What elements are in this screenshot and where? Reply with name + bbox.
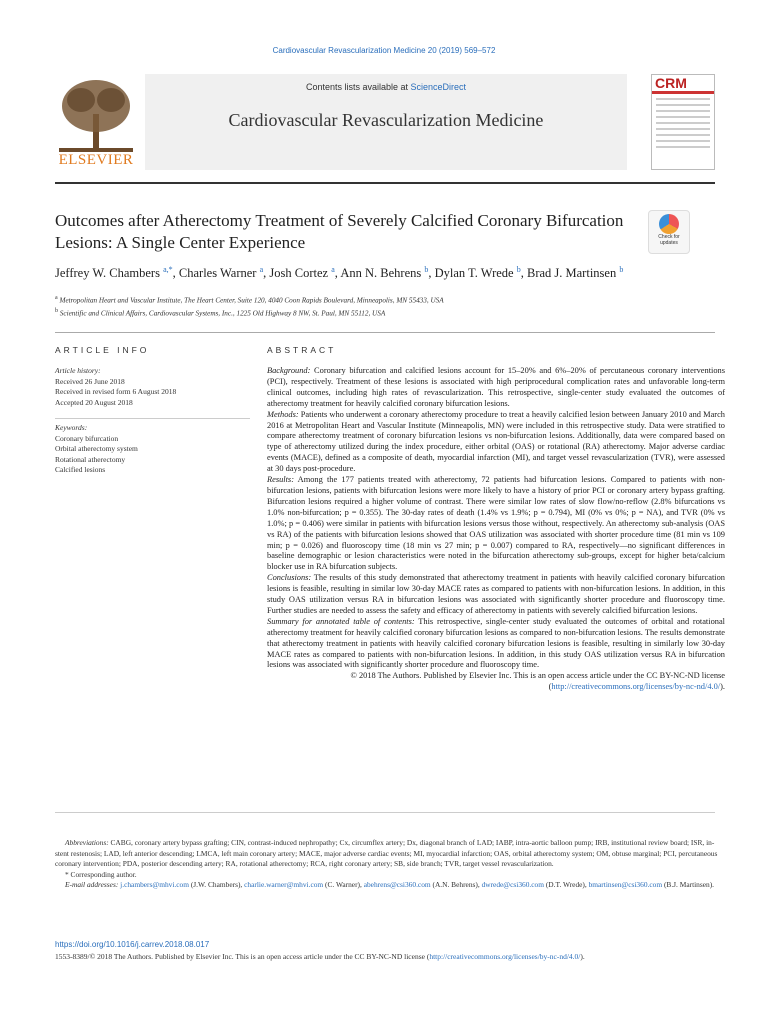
email-owner: (C. Warner), (323, 880, 364, 890)
history-item: Received 26 June 2018 (55, 376, 125, 386)
email-owner: (B.J. Martinsen). (662, 880, 715, 890)
keyword: Calcified lesions (55, 465, 106, 474)
email-link[interactable]: abehrens@csi360.com (363, 880, 431, 890)
affiliation-text: Metropolitan Heart and Vascular Institute, The Heart Center, Suite 120, 4040 Coon Rapids Boulevard, Minneapolis, MN 55433, USA (59, 296, 444, 305)
keywords-label: Keywords: (55, 423, 88, 432)
check-updates-icon (659, 214, 679, 234)
article-title: Outcomes after Atherectomy Treatment of Severely Calcified Coronary Bifurcation Lesions: A Single Center Experience (55, 211, 624, 252)
license-text: © 2018 The Authors. Published by Elsevier Inc. This is an open access article under the CC BY-NC-ND license ( (350, 671, 725, 692)
section-separator (55, 332, 715, 333)
history-item: Accepted 20 August 2018 (55, 397, 133, 407)
author-sup[interactable]: a (331, 265, 335, 274)
email-owner: (D.T. Wrede), (544, 880, 589, 890)
section-label: Background: (267, 366, 311, 375)
abstract-summary (267, 617, 725, 672)
corresponding-author: * Corresponding author. (65, 869, 137, 879)
author-sup[interactable]: a (259, 265, 264, 274)
email-link[interactable]: charlie.warner@mhvi.com (244, 880, 324, 890)
author-sup[interactable]: b (619, 265, 624, 274)
author-sup[interactable]: b (516, 265, 521, 274)
author-name[interactable]: Josh Cortez (269, 266, 329, 281)
email-link[interactable]: j.chambers@mhvi.com (120, 880, 189, 890)
affiliation-sup: a (55, 295, 58, 301)
author-sup[interactable]: b (424, 265, 429, 274)
section-label: Summary for annotated table of contents: (267, 616, 415, 626)
cover-bar (652, 91, 714, 94)
check-for-updates-badge[interactable] (648, 210, 690, 254)
license-close: ). (720, 682, 725, 692)
affiliation-sup: b (55, 308, 58, 315)
contents-line (145, 82, 627, 92)
abstract-license (267, 671, 725, 693)
keywords (55, 423, 250, 476)
author-list: Jeffrey W. Chambers $^{a,*}$, Charles Warner $^a$, Josh Cortez $^a$, Ann N. Behrens $^b$, Dylan T. Wrede $^b$, Brad J. Martinsen $^b$ (55, 265, 624, 281)
cover-lines (652, 98, 714, 148)
cover-abbrev: CRM (652, 75, 714, 91)
section-label: Methods: (267, 409, 299, 419)
email-addresses (55, 880, 720, 891)
article-history (55, 366, 250, 408)
email-link[interactable]: dwrede@csi360.com (481, 880, 544, 890)
author-sup[interactable]: a,* (163, 265, 173, 274)
badge-line2: updates (660, 240, 678, 246)
email-owner: (A.N. Behrens), (430, 880, 482, 890)
footnote-divider (55, 812, 715, 813)
sciencedirect-link[interactable]: ScienceDirect (410, 82, 467, 92)
author-name[interactable]: Brad J. Martinsen (526, 266, 617, 281)
elsevier-logo (55, 74, 137, 170)
author-name[interactable]: Ann N. Behrens (340, 266, 422, 281)
issn-close: ). (580, 952, 585, 961)
history-item: Received in revised form 6 August 2018 (55, 387, 177, 396)
email-owner: (J.W. Chambers), (188, 880, 245, 890)
abbreviations (55, 838, 720, 870)
license-link[interactable]: http://creativecommons.org/licenses/by-nc-nd/4.0/ (551, 682, 721, 692)
abstract-body (267, 366, 725, 693)
email-label: E-mail addresses: (65, 880, 119, 890)
journal-banner (145, 74, 627, 170)
section-text: Patients who underwent a coronary atherectomy procedure to treat a heavily calcified lesion between January 2010 and March 2016 at Metropolitan Heart and Vascular Institute (Minneapolis, MN) were included in this retrospective study. Data were stratified to compare atherectomy treatment of coronary bifurcation lesions vs non-bifurcation lesions. Additionally, data were compared based on type of atherectomy utilized during the index procedure, either orbital (OAS) or rotational (RA) atherectomy. Major adverse cardiac events (MACE), defined as a composite of death, myocardial infarction (MI), and target vessel revascularization (TVR), were assessed at 30 days post-procedure. (267, 409, 725, 474)
affiliation (55, 306, 715, 319)
issn-text: 1553-8389/© 2018 The Authors. Published by Elsevier Inc. This is an open access article under the CC BY-NC-ND license ( (55, 952, 430, 961)
header-rule (55, 182, 715, 184)
masthead (55, 74, 715, 170)
abstract-results (267, 475, 725, 573)
affiliations (55, 293, 715, 320)
section-text: Among the 177 patients treated with atherectomy, 72 patients had bifurcation lesions. Compared to patients with non-bifurcation lesions, patients with bifurcation lesions were more likely to have a history of prior PCI or coronary artery bypass grafting. Bifurcation lesions required a higher volume of contrast. There were similar low rates of slow flow/no-reflow (2.8% bifurcations vs 1.0% non-bifurcation; p = 0.355). The 30-day rates of death (1.4% vs 1.9%; p = 0.794), MI (0% vs 0%; p = NA), and TVR (0% vs 1.0%; p = 0.406) were similar in patients with bifurcation lesions versus those without, respectively. An atherectomy sub-analysis (OAS vs RA) of the patients with bifurcation lesions showed that OAS utilization was associated with shorter procedure time (81 min vs 109 min; p = 0.026) and fluoroscopy time (18 min vs 27 min; p = 0.007) compared to RA, respectively—no significant differences in baseline demographic or lesion characteristics were noted in the bifurcation atherectomy sub-groups, except for higher beta/calcium blocker use in RA bifurcation subjects. (267, 475, 725, 572)
email-link[interactable]: bmartinsen@csi360.com (588, 880, 663, 890)
keyword: Rotational atherectomy (55, 454, 126, 464)
footnotes (55, 838, 720, 891)
contents-prefix: Contents lists available at (305, 82, 411, 92)
abbreviations-text: CABG, coronary artery bypass grafting; CIN, contrast-induced nephropathy; Cx, circumflex artery; Dx, diagonal branch of LAD; IABP, intra-aortic balloon pump; IRB, institutional review board; ISR, in-stent restenosis; LAD, left anterior descending; LMCA, left main coronary artery; MACE, major adverse cardiac events; MI, myocardial infarction; OAS, orbital atherectomy system; OM, obtuse marginal; PCI, percutaneous coronary intervention; PDA, posterior descending artery; RA, rotational atherectomy; RCA, right coronary artery; SB, side branch; TVR, target vessel revascularization. (55, 838, 718, 869)
info-divider (55, 418, 250, 419)
abstract-background (267, 366, 725, 410)
abstract-heading: ABSTRACT (267, 345, 337, 355)
author-name[interactable]: Jeffrey W. Chambers (55, 266, 160, 281)
article-info-heading: ARTICLE INFO (55, 345, 150, 355)
section-text: Coronary bifurcation and calcified lesions account for 15–20% and 6%–20% of percutaneous coronary interventions (PCI), respectively. Treatment of these lesions is associated with high periprocedural complication rates and unfavorable long-term clinical outcomes, including high rates of revascularization. This retrospective, single-center study evaluated the outcomes of atherectomy treatment for heavily calcified coronary bifurcation lesions. (267, 366, 725, 408)
keyword: Coronary bifurcation (55, 433, 119, 443)
abstract-conclusions (267, 573, 725, 617)
doi-link[interactable]: https://doi.org/10.1016/j.carrev.2018.08.017 (55, 940, 210, 949)
keyword: Orbital atherectomy system (55, 444, 138, 453)
author-name[interactable]: Dylan T. Wrede (434, 266, 514, 281)
badge-line1: Check for (658, 234, 680, 240)
journal-citation[interactable]: Cardiovascular Revascularization Medicine 20 (2019) 569–572 (272, 46, 496, 55)
section-text: This retrospective, single-center study evaluated the outcomes of orbital and rotational atherectomy treatment for heavily calcified coronary bifurcation lesions as compared to non-bifurcation lesions. The results demonstrate that atherectomy treatment in patients with heavily calcified coronary bifurcation lesions is feasible, resulting in similarly low 30-day MACE rates as compared to patients with non-bifurcation lesions. In addition, in this study OAS utilization versus RA in bifurcation lesions was associated with significantly shorter procedure and fluoroscopy time. (267, 616, 725, 670)
issn-line (55, 952, 720, 961)
abstract-methods (267, 410, 725, 475)
history-label: Article history: (55, 366, 101, 375)
affiliation-text: Scientific and Clinical Affairs, Cardiovascular Systems, Inc., 1225 Old Highway 8 NW, St. Paul, MN 55112, USA (59, 309, 386, 318)
section-text: The results of this study demonstrated that atherectomy treatment in patients with heavily calcified coronary bifurcation lesions is feasible, resulting in similar low 30-day MACE rates as compared to patients with non-bifurcation lesions. In addition, in this study OAS utilization versus RA in bifurcation lesions was associated with significantly shorter procedure and fluoroscopy time. Further studies are needed to assess the safety and efficacy of atherectomy in patients with severely calcified bifurcation lesions. (267, 573, 725, 615)
section-label: Results: (267, 475, 294, 485)
author-name[interactable]: Charles Warner (178, 266, 257, 281)
publisher-wordmark: ELSEVIER (58, 152, 134, 168)
journal-title[interactable]: Cardiovascular Revascularization Medicine (228, 110, 544, 130)
abbreviations-label: Abbreviations: (65, 838, 109, 847)
journal-cover[interactable] (651, 74, 715, 170)
section-label: Conclusions: (267, 573, 312, 583)
issn-license-link[interactable]: http://creativecommons.org/licenses/by-nc-nd/4.0/ (429, 952, 581, 961)
affiliation (55, 293, 715, 306)
